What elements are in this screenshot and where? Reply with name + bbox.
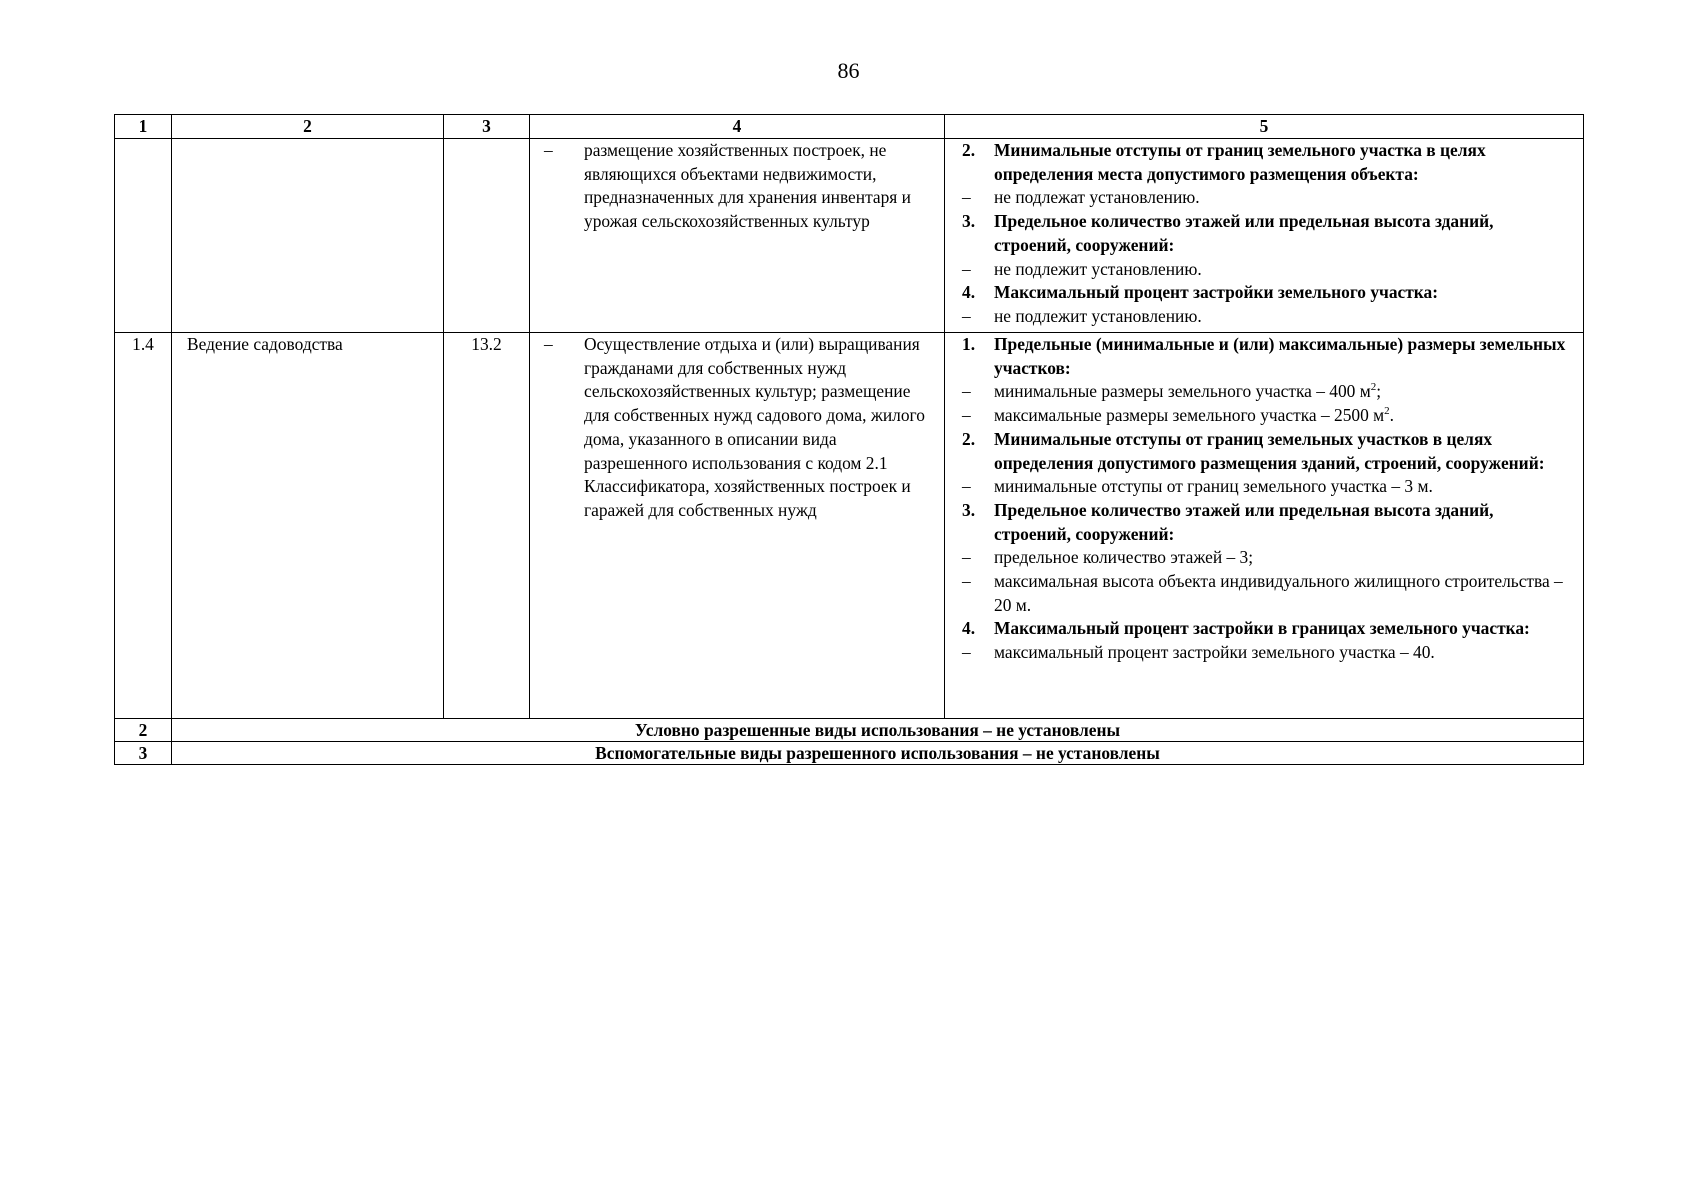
description-item: [536, 333, 938, 523]
param-heading-text: Максимальный процент застройки земельного участка:: [994, 282, 1439, 303]
dash-marker: –: [962, 381, 971, 402]
param-item: [953, 380, 1571, 404]
param-item-text: не подлежат установлению.: [994, 187, 1200, 208]
param-number: 3.: [962, 211, 976, 232]
table-row: [115, 139, 1584, 333]
span-row-text: Условно разрешенные виды использования – не установлены: [172, 719, 1584, 742]
dash-marker: –: [962, 547, 971, 568]
span-row-text: Вспомогательные виды разрешенного использования – не установлены: [172, 742, 1584, 765]
param-heading: [953, 210, 1571, 257]
column-header: 4: [530, 115, 945, 139]
table-header-row: [115, 115, 1584, 139]
param-heading: [953, 139, 1571, 186]
param-heading: [953, 499, 1571, 546]
param-item: [953, 546, 1571, 570]
row-number: 3: [115, 742, 172, 765]
row-description: [530, 139, 945, 333]
dash-marker: –: [544, 140, 553, 160]
param-item: [953, 258, 1571, 282]
param-number: 4.: [962, 618, 976, 639]
param-number: 2.: [962, 140, 976, 160]
dash-marker: –: [962, 405, 971, 426]
param-item: [953, 305, 1571, 329]
param-heading: [953, 281, 1571, 305]
param-item-text: [994, 404, 1571, 428]
row-number: 2: [115, 719, 172, 742]
param-number: 1.: [962, 334, 976, 354]
description-item: [536, 139, 938, 234]
param-heading-text: Предельное количество этажей или предельная высота зданий, строений, сооружений:: [994, 499, 1494, 544]
param-item-text: максимальный процент застройки земельного участка – 40.: [994, 642, 1435, 663]
param-item-text: [994, 380, 1571, 404]
param-heading-text: Предельное количество этажей или предельная высота зданий, строений, сооружений:: [994, 211, 1494, 255]
dash-marker: –: [544, 334, 553, 354]
param-item-text: предельное количество этажей – 3;: [994, 547, 1254, 568]
param-heading-text: Максимальный процент застройки в границах земельного участка:: [994, 618, 1530, 639]
param-heading: [953, 428, 1571, 475]
param-heading-text: Предельные (минимальные и (или) максимальные) размеры земельных участков:: [994, 334, 1566, 378]
column-header: 5: [945, 115, 1584, 139]
row-params: [945, 139, 1584, 333]
dash-marker: –: [962, 476, 971, 497]
row-number: [115, 139, 172, 333]
dash-marker: –: [962, 258, 971, 279]
param-number: 3.: [962, 499, 976, 520]
param-item: [953, 570, 1571, 617]
param-item: [953, 475, 1571, 499]
dash-marker: –: [962, 305, 971, 326]
row-code: 13.2: [444, 333, 530, 719]
row-code: [444, 139, 530, 333]
column-header: 3: [444, 115, 530, 139]
description-text: размещение хозяйственных построек, не являющихся объектами недвижимости, предназначенных для хранения инвентаря и урожая сельскохозяйственных культур: [584, 140, 911, 232]
param-heading-text: Минимальные отступы от границ земельного участка в целях определения места допустимого размещения объекта:: [994, 140, 1486, 184]
param-item: [953, 186, 1571, 210]
param-item-text: минимальные отступы от границ земельного участка – 3 м.: [994, 476, 1433, 497]
param-item-text: не подлежит установлению.: [994, 258, 1202, 279]
param-number: 2.: [962, 428, 976, 449]
punctuation: ;: [1376, 381, 1382, 402]
param-item-value: максимальные размеры земельного участка – 2500 м: [994, 405, 1385, 426]
punctuation: .: [1389, 405, 1394, 426]
row-name: Ведение садоводства: [172, 333, 444, 719]
page-number: 86: [837, 58, 860, 83]
column-header: 2: [172, 115, 444, 139]
column-header: 1: [115, 115, 172, 139]
param-heading: [953, 333, 1571, 380]
span-row-auxiliary: [115, 742, 1584, 765]
row-number: 1.4: [115, 333, 172, 719]
description-text: Осуществление отдыха и (или) выращивания гражданами для собственных нужд сельскохозяйственных культур; размещение для собственных нужд садового дома, жилого дома, указанного в описании вида разрешенного использования с кодом 2.1 Классификатора, хозяйственных построек и гаражей для собственных нужд: [584, 334, 925, 520]
row-description: [530, 333, 945, 719]
param-item: [953, 404, 1571, 428]
row-params: [945, 333, 1584, 719]
table-row: [115, 333, 1584, 719]
row-name: [172, 139, 444, 333]
dash-marker: –: [962, 187, 971, 208]
param-item: [953, 641, 1571, 665]
param-number: 4.: [962, 282, 976, 303]
param-item-text: не подлежит установлению.: [994, 305, 1202, 326]
land-use-table: [114, 114, 1584, 765]
param-item-value: минимальные размеры земельного участка – 400 м: [994, 381, 1371, 402]
superscript: 2: [1370, 381, 1377, 394]
param-heading-text: Минимальные отступы от границ земельных участков в целях определения допустимого размещения зданий, строений, сооружений:: [994, 428, 1545, 473]
dash-marker: –: [962, 642, 971, 663]
superscript: 2: [1384, 405, 1390, 418]
dash-marker: –: [962, 571, 971, 592]
span-row-conditional: [115, 719, 1584, 742]
param-item-text: максимальная высота объекта индивидуального жилищного строительства – 20 м.: [994, 571, 1563, 615]
param-heading: [953, 617, 1571, 641]
